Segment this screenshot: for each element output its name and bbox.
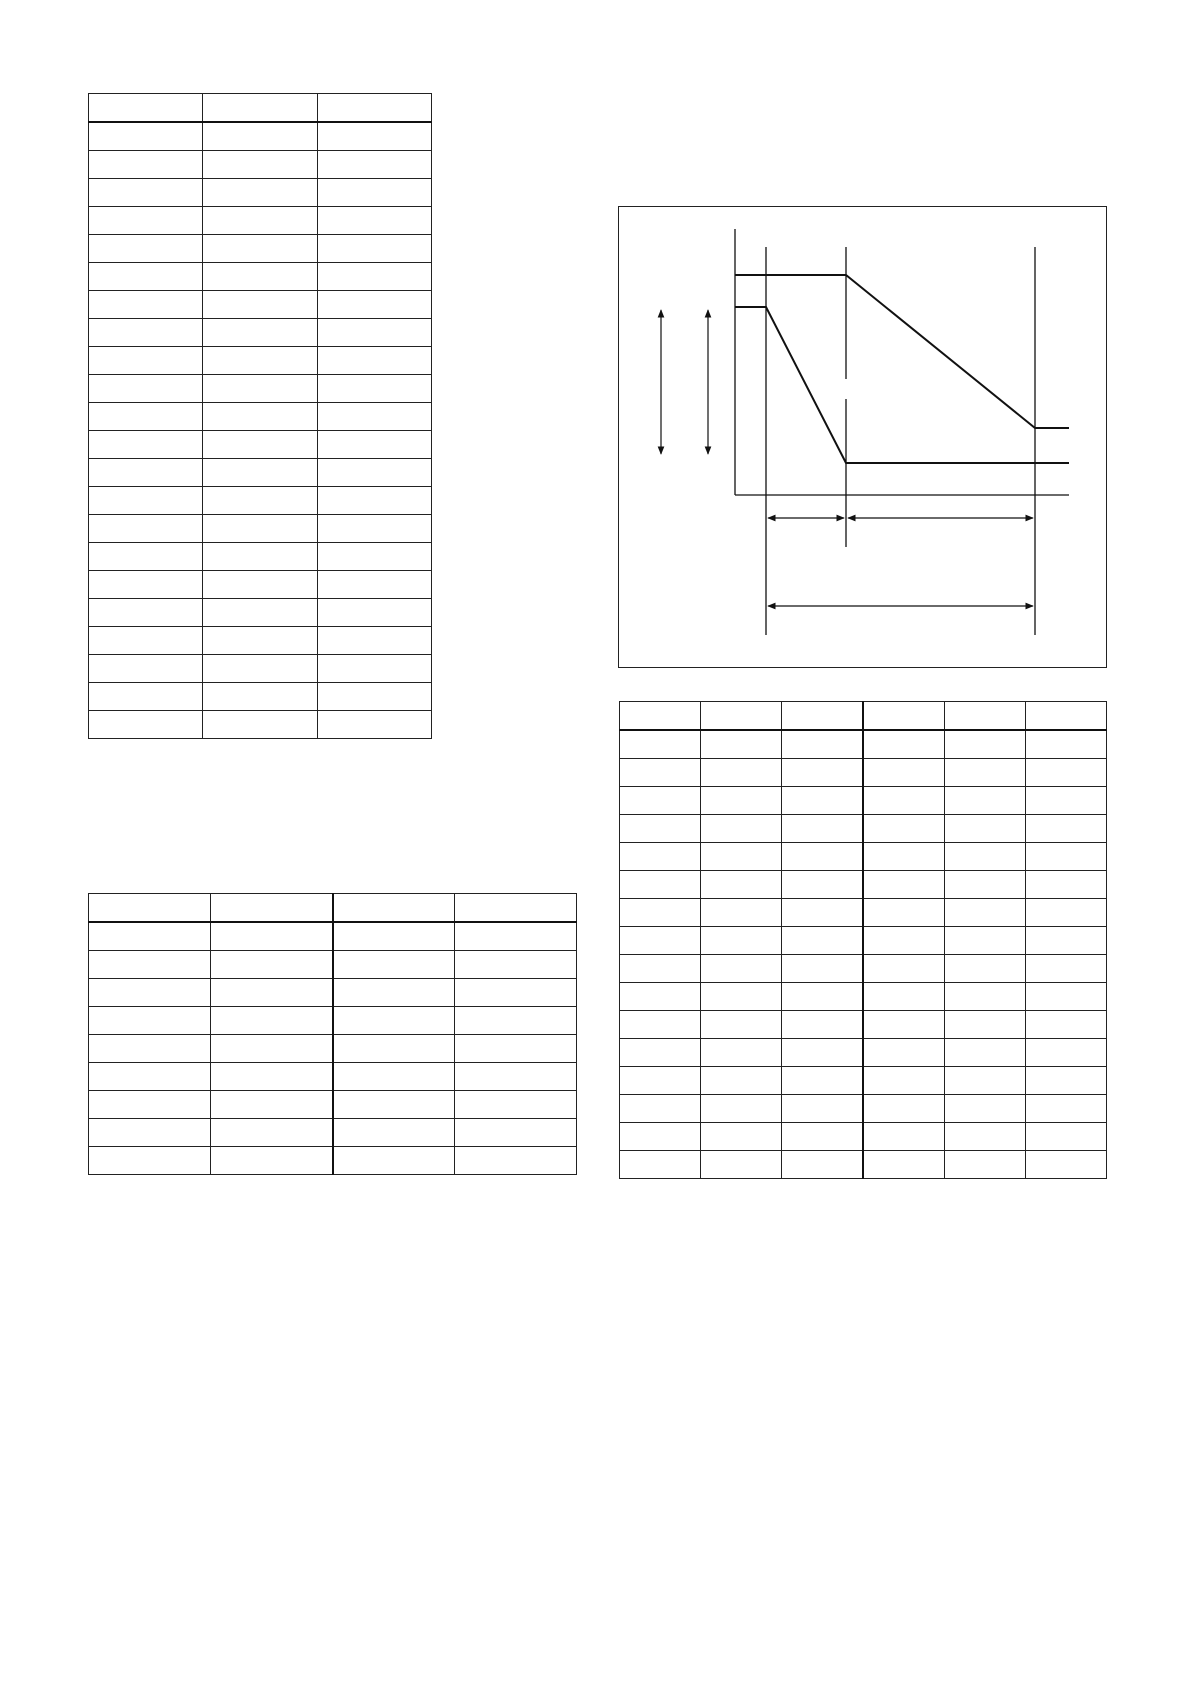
table-cell <box>89 1147 211 1175</box>
table-cell <box>211 1063 333 1091</box>
table-cell <box>89 459 203 487</box>
table-cell <box>620 1039 701 1067</box>
table-cell <box>701 899 782 927</box>
table-cell <box>863 899 944 927</box>
table-cell <box>89 347 203 375</box>
table-cell <box>944 1011 1025 1039</box>
table-row <box>620 983 1107 1011</box>
table-row <box>89 979 577 1007</box>
table-cell <box>455 1063 577 1091</box>
table-cell <box>89 151 203 179</box>
table-cell <box>89 319 203 347</box>
table-row <box>89 711 432 739</box>
table-cell <box>203 487 317 515</box>
table-cell <box>863 1095 944 1123</box>
table-cell <box>620 815 701 843</box>
table-row <box>89 1147 577 1175</box>
table-cell <box>333 979 455 1007</box>
table-cell <box>944 787 1025 815</box>
table-cell <box>944 871 1025 899</box>
table-row <box>89 431 432 459</box>
table-cell <box>863 730 944 759</box>
table-cell <box>89 375 203 403</box>
table-cell <box>782 983 863 1011</box>
table-cell <box>203 431 317 459</box>
table-cell <box>701 702 782 731</box>
top-left-table <box>88 93 432 739</box>
table-row <box>620 1095 1107 1123</box>
table-cell <box>317 571 431 599</box>
table-cell <box>1025 983 1106 1011</box>
table-cell <box>89 1063 211 1091</box>
table-cell <box>863 983 944 1011</box>
table-cell <box>89 1007 211 1035</box>
table-row <box>89 319 432 347</box>
table-cell <box>701 815 782 843</box>
table-row <box>89 543 432 571</box>
table-cell <box>701 871 782 899</box>
table-cell <box>89 94 203 123</box>
table-cell <box>620 730 701 759</box>
table-row <box>620 787 1107 815</box>
table-cell <box>455 894 577 923</box>
table-cell <box>620 759 701 787</box>
table-cell <box>701 955 782 983</box>
table-cell <box>620 1095 701 1123</box>
table-cell <box>317 459 431 487</box>
table-cell <box>455 979 577 1007</box>
table-cell <box>782 1039 863 1067</box>
table-cell <box>944 1039 1025 1067</box>
table-cell <box>203 515 317 543</box>
table-cell <box>701 787 782 815</box>
table-row <box>89 375 432 403</box>
table-header-row <box>620 702 1107 731</box>
table-cell <box>89 122 203 151</box>
table-cell <box>203 571 317 599</box>
table-cell <box>89 1091 211 1119</box>
table-cell <box>317 151 431 179</box>
table-cell <box>333 1035 455 1063</box>
table-cell <box>211 1007 333 1035</box>
table-cell <box>1025 1123 1106 1151</box>
table-cell <box>863 759 944 787</box>
table-cell <box>1025 1095 1106 1123</box>
table-cell <box>944 1095 1025 1123</box>
table-row <box>89 655 432 683</box>
table-cell <box>89 263 203 291</box>
table-row <box>620 1039 1107 1067</box>
table-cell <box>203 235 317 263</box>
table-cell <box>944 730 1025 759</box>
table-row <box>89 235 432 263</box>
table-cell <box>203 683 317 711</box>
table-cell <box>782 815 863 843</box>
table-cell <box>944 815 1025 843</box>
table-row <box>620 955 1107 983</box>
table-cell <box>89 599 203 627</box>
table-cell <box>701 843 782 871</box>
timing-diagram <box>619 207 1108 669</box>
table-cell <box>701 1123 782 1151</box>
table-cell <box>317 263 431 291</box>
table-cell <box>782 843 863 871</box>
table-cell <box>333 1119 455 1147</box>
table-row <box>620 1067 1107 1095</box>
table-cell <box>944 1123 1025 1151</box>
table-cell <box>782 1151 863 1179</box>
table-cell <box>782 1067 863 1095</box>
table-cell <box>211 1091 333 1119</box>
table-row <box>89 1063 577 1091</box>
table-cell <box>455 951 577 979</box>
table-cell <box>1025 1067 1106 1095</box>
table-cell <box>203 627 317 655</box>
table-cell <box>89 431 203 459</box>
table-cell <box>211 922 333 951</box>
table-cell <box>782 1011 863 1039</box>
table-row <box>620 843 1107 871</box>
table-cell <box>203 94 317 123</box>
table-cell <box>1025 899 1106 927</box>
table-cell <box>701 927 782 955</box>
table-cell <box>203 347 317 375</box>
table-cell <box>333 922 455 951</box>
table-row <box>89 207 432 235</box>
table-row <box>89 459 432 487</box>
table-cell <box>944 759 1025 787</box>
table-cell <box>620 1151 701 1179</box>
table-cell <box>1025 1151 1106 1179</box>
table-cell <box>620 702 701 731</box>
table-cell <box>211 979 333 1007</box>
table-cell <box>203 151 317 179</box>
table-cell <box>863 787 944 815</box>
table-cell <box>944 843 1025 871</box>
table-cell <box>333 894 455 923</box>
table-cell <box>89 291 203 319</box>
table-cell <box>782 871 863 899</box>
table-row <box>620 899 1107 927</box>
table-row <box>89 179 432 207</box>
table-cell <box>944 955 1025 983</box>
table-header-row <box>89 894 577 923</box>
table-cell <box>89 571 203 599</box>
table-cell <box>89 683 203 711</box>
table-row <box>89 1119 577 1147</box>
table-cell <box>1025 702 1106 731</box>
table-cell <box>333 951 455 979</box>
table-cell <box>203 263 317 291</box>
table-cell <box>89 711 203 739</box>
table-cell <box>1025 1011 1106 1039</box>
table-row <box>620 1123 1107 1151</box>
table-cell <box>944 899 1025 927</box>
table-cell <box>203 599 317 627</box>
table-cell <box>863 871 944 899</box>
table-row <box>89 347 432 375</box>
table-cell <box>701 1151 782 1179</box>
table-cell <box>89 1035 211 1063</box>
table-cell <box>203 403 317 431</box>
table-cell <box>620 1123 701 1151</box>
table-cell <box>89 627 203 655</box>
table-row <box>89 122 432 151</box>
table-cell <box>317 94 431 123</box>
lower-curve <box>735 307 1069 463</box>
table-cell <box>317 403 431 431</box>
table-cell <box>317 543 431 571</box>
table-cell <box>333 1007 455 1035</box>
table-cell <box>1025 759 1106 787</box>
table-row <box>89 151 432 179</box>
table-cell <box>89 894 211 923</box>
table-cell <box>317 655 431 683</box>
table-cell <box>620 1011 701 1039</box>
table-cell <box>944 1151 1025 1179</box>
table-cell <box>317 683 431 711</box>
table-row <box>620 730 1107 759</box>
table-cell <box>1025 955 1106 983</box>
table-cell <box>863 1123 944 1151</box>
table-cell <box>455 1035 577 1063</box>
table-cell <box>89 543 203 571</box>
table-row <box>89 627 432 655</box>
table-row <box>620 1011 1107 1039</box>
table-cell <box>1025 815 1106 843</box>
table-cell <box>701 759 782 787</box>
table-cell <box>863 927 944 955</box>
table-cell <box>782 899 863 927</box>
table-cell <box>317 375 431 403</box>
table-cell <box>1025 730 1106 759</box>
table-row <box>89 951 577 979</box>
table-cell <box>317 347 431 375</box>
table-cell <box>317 122 431 151</box>
table-cell <box>203 459 317 487</box>
table-row <box>620 759 1107 787</box>
bottom-right-table <box>619 701 1107 1179</box>
table-cell <box>701 1067 782 1095</box>
table-cell <box>863 843 944 871</box>
table-cell <box>211 1147 333 1175</box>
table-cell <box>782 927 863 955</box>
table-cell <box>203 291 317 319</box>
table-cell <box>89 655 203 683</box>
table-cell <box>317 235 431 263</box>
table-cell <box>203 655 317 683</box>
table-cell <box>782 955 863 983</box>
table-cell <box>89 515 203 543</box>
table-cell <box>620 927 701 955</box>
table-cell <box>620 899 701 927</box>
table-cell <box>317 291 431 319</box>
table-cell <box>211 894 333 923</box>
table-row <box>620 871 1107 899</box>
table-row <box>89 263 432 291</box>
table-row <box>89 571 432 599</box>
table-row <box>89 1007 577 1035</box>
table-cell <box>620 843 701 871</box>
table-cell <box>944 927 1025 955</box>
table-cell <box>203 319 317 347</box>
table-cell <box>620 955 701 983</box>
table-row <box>620 815 1107 843</box>
table-cell <box>455 1007 577 1035</box>
table-row <box>89 922 577 951</box>
table-cell <box>701 983 782 1011</box>
upper-curve <box>735 275 1069 428</box>
table-cell <box>455 1147 577 1175</box>
table-cell <box>701 1095 782 1123</box>
table-cell <box>701 1039 782 1067</box>
table-cell <box>863 815 944 843</box>
table-cell <box>203 711 317 739</box>
table-cell <box>203 122 317 151</box>
table-cell <box>317 627 431 655</box>
table-cell <box>211 1119 333 1147</box>
table-cell <box>455 1091 577 1119</box>
table-cell <box>701 730 782 759</box>
table-cell <box>863 1151 944 1179</box>
table-cell <box>89 1119 211 1147</box>
table-cell <box>333 1147 455 1175</box>
table-cell <box>211 1035 333 1063</box>
table-cell <box>863 955 944 983</box>
bottom-left-table <box>88 893 577 1175</box>
table-cell <box>782 759 863 787</box>
table-cell <box>89 403 203 431</box>
table-header-row <box>89 94 432 123</box>
table-cell <box>620 787 701 815</box>
table-cell <box>203 543 317 571</box>
table-cell <box>782 730 863 759</box>
table-row <box>89 1035 577 1063</box>
table-cell <box>317 207 431 235</box>
table-cell <box>1025 787 1106 815</box>
table-row <box>89 403 432 431</box>
table-cell <box>317 431 431 459</box>
table-cell <box>203 207 317 235</box>
table-cell <box>317 487 431 515</box>
table-cell <box>203 179 317 207</box>
table-cell <box>89 235 203 263</box>
table-cell <box>944 983 1025 1011</box>
table-row <box>89 683 432 711</box>
table-cell <box>1025 871 1106 899</box>
table-cell <box>701 1011 782 1039</box>
table-cell <box>1025 927 1106 955</box>
table-cell <box>863 1011 944 1039</box>
table-cell <box>863 1067 944 1095</box>
table-cell <box>863 702 944 731</box>
table-row <box>89 487 432 515</box>
table-row <box>89 291 432 319</box>
table-cell <box>89 487 203 515</box>
table-cell <box>317 599 431 627</box>
table-row <box>620 1151 1107 1179</box>
table-cell <box>333 1091 455 1119</box>
table-cell <box>89 922 211 951</box>
table-cell <box>944 702 1025 731</box>
table-cell <box>863 1039 944 1067</box>
table-row <box>89 599 432 627</box>
table-cell <box>89 207 203 235</box>
timing-diagram-frame <box>618 206 1107 668</box>
table-cell <box>782 1123 863 1151</box>
table-row <box>89 1091 577 1119</box>
table-cell <box>89 951 211 979</box>
table-cell <box>317 319 431 347</box>
table-cell <box>455 1119 577 1147</box>
table-cell <box>1025 843 1106 871</box>
table-cell <box>317 515 431 543</box>
table-cell <box>620 983 701 1011</box>
table-cell <box>317 179 431 207</box>
table-cell <box>944 1067 1025 1095</box>
table-cell <box>782 1095 863 1123</box>
table-cell <box>455 922 577 951</box>
table-cell <box>620 871 701 899</box>
table-cell <box>782 787 863 815</box>
table-cell <box>782 702 863 731</box>
table-cell <box>333 1063 455 1091</box>
table-row <box>620 927 1107 955</box>
table-cell <box>211 951 333 979</box>
table-cell <box>620 1067 701 1095</box>
table-cell <box>89 179 203 207</box>
table-cell <box>203 375 317 403</box>
table-row <box>89 515 432 543</box>
table-cell <box>89 979 211 1007</box>
table-cell <box>317 711 431 739</box>
table-cell <box>1025 1039 1106 1067</box>
